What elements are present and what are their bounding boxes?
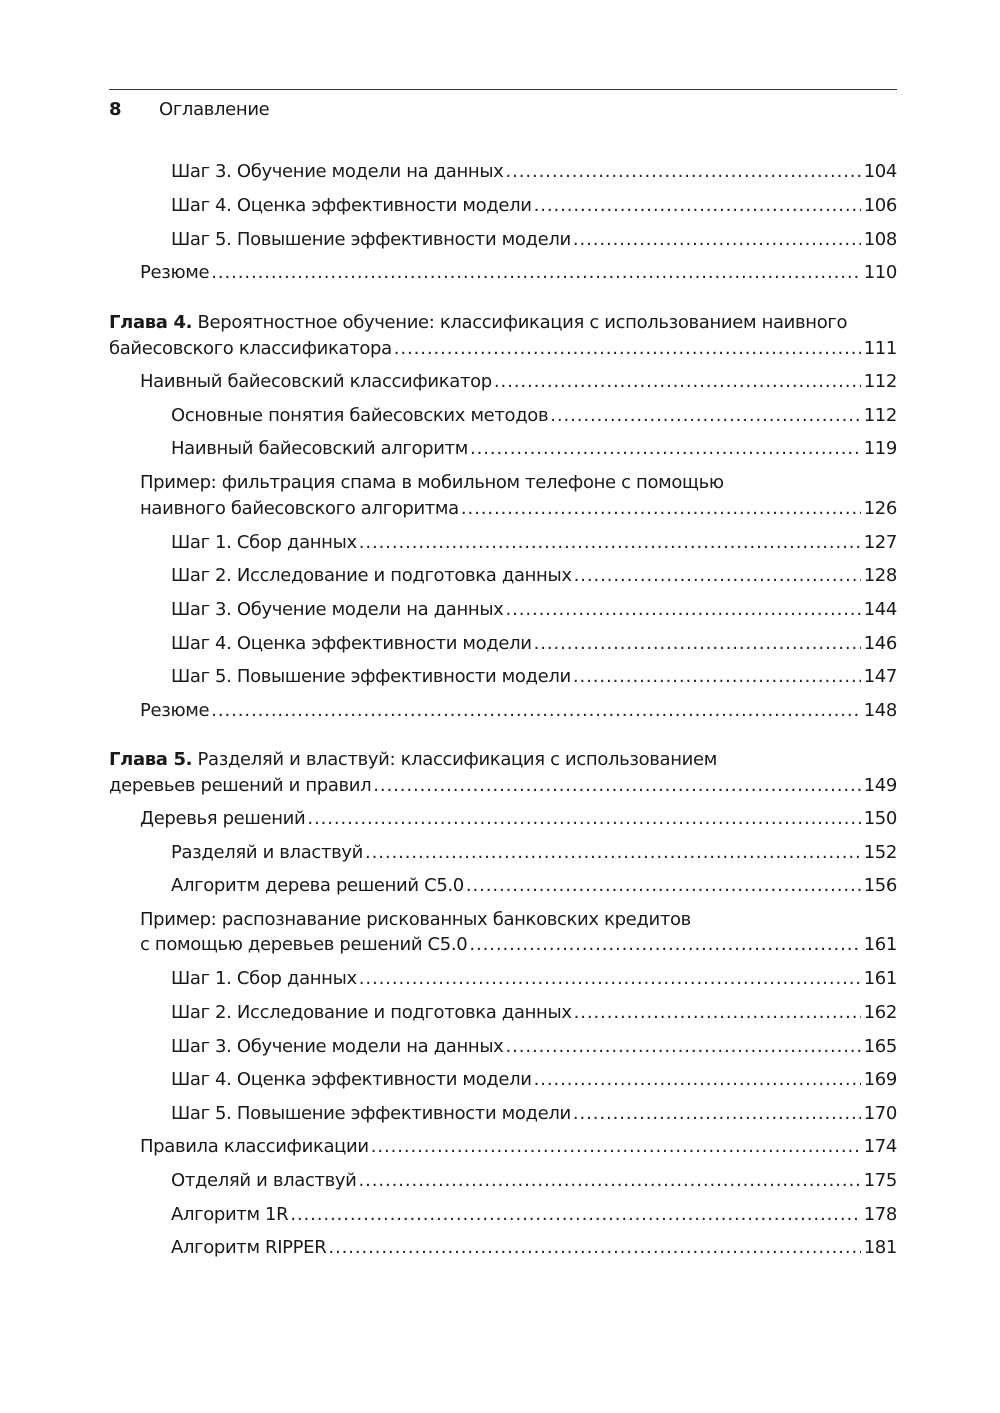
dot-leader bbox=[573, 227, 861, 253]
toc-page-number: 147 bbox=[863, 666, 897, 687]
toc-entry-text: байесовского классификатора bbox=[109, 338, 392, 359]
toc-entry-first-line[interactable] bbox=[140, 470, 897, 496]
toc-page-number: 108 bbox=[863, 229, 897, 250]
dot-leader bbox=[371, 1134, 861, 1160]
toc-entry-text: с помощью деревьев решений C5.0 bbox=[140, 934, 468, 955]
dot-leader bbox=[573, 1101, 861, 1127]
toc-entry[interactable] bbox=[140, 369, 897, 395]
toc-page-number: 149 bbox=[863, 775, 897, 796]
toc-entry-text: Шаг 3. Обучение модели на данных bbox=[171, 599, 504, 620]
toc-entry[interactable] bbox=[171, 1235, 897, 1261]
toc-page-number: 178 bbox=[863, 1204, 897, 1225]
toc-entry-text: Шаг 3. Обучение модели на данных bbox=[171, 1036, 504, 1057]
toc-page-number: 161 bbox=[863, 934, 897, 955]
toc-page-number: 174 bbox=[863, 1136, 897, 1157]
toc-page-number: 175 bbox=[863, 1170, 897, 1191]
dot-leader bbox=[505, 1034, 860, 1060]
toc-entry[interactable] bbox=[171, 631, 897, 657]
toc-entry-text: Шаг 1. Сбор данных bbox=[171, 968, 357, 989]
dot-leader bbox=[534, 1067, 861, 1093]
dot-leader bbox=[573, 664, 861, 690]
toc-entry-text: Наивный байесовский классификатор bbox=[140, 371, 492, 392]
dot-leader bbox=[359, 530, 861, 556]
toc-entry[interactable] bbox=[140, 496, 897, 522]
dot-leader bbox=[505, 597, 860, 623]
toc-page-number: 126 bbox=[863, 498, 897, 519]
toc-entry-text: Отделяй и властвуй bbox=[171, 1170, 357, 1191]
chapter-heading[interactable] bbox=[109, 310, 897, 336]
toc-entry[interactable] bbox=[171, 403, 897, 429]
dot-leader bbox=[550, 403, 860, 429]
toc-entry-text: Правила классификации bbox=[140, 1136, 369, 1157]
toc-entry[interactable] bbox=[171, 597, 897, 623]
toc-entry-first-line[interactable] bbox=[140, 907, 897, 933]
dot-leader bbox=[574, 1000, 861, 1026]
toc-entry[interactable] bbox=[171, 159, 897, 185]
toc-page-number: 169 bbox=[863, 1069, 897, 1090]
toc-page-number: 170 bbox=[863, 1103, 897, 1124]
header-rule bbox=[109, 89, 897, 90]
chapter-title: Вероятностное обучение: классификация с использованием наивного bbox=[192, 312, 848, 333]
toc-entry[interactable] bbox=[171, 664, 897, 690]
chapter-title: Разделяй и властвуй: классификация с использованием bbox=[192, 749, 717, 770]
toc-entry[interactable] bbox=[171, 193, 897, 219]
toc-entry[interactable] bbox=[171, 436, 897, 462]
toc-entry-text: Пример: фильтрация спама в мобильном телефоне с помощью bbox=[140, 472, 724, 493]
toc-entry-text: Резюме bbox=[140, 262, 210, 283]
toc-entry-text: Шаг 2. Исследование и подготовка данных bbox=[171, 1002, 572, 1023]
toc-entry[interactable] bbox=[140, 698, 897, 724]
toc-entry-text: наивного байесовского алгоритма bbox=[140, 498, 459, 519]
toc-page-number: 119 bbox=[863, 438, 897, 459]
chapter-label: Глава 4. bbox=[109, 312, 193, 333]
dot-leader bbox=[505, 159, 860, 185]
toc-page-number: 128 bbox=[863, 565, 897, 586]
toc-entry-text: Разделяй и властвуй bbox=[171, 842, 363, 863]
dot-leader bbox=[211, 260, 860, 286]
dot-leader bbox=[359, 966, 861, 992]
toc-entry[interactable] bbox=[109, 773, 897, 799]
toc-entry[interactable] bbox=[171, 530, 897, 556]
toc-page-number: 111 bbox=[863, 338, 897, 359]
toc-page-number: 181 bbox=[863, 1237, 897, 1258]
toc-page-number: 106 bbox=[863, 195, 897, 216]
toc-entry[interactable] bbox=[109, 336, 897, 362]
toc-entry-text: Шаг 4. Оценка эффективности модели bbox=[171, 195, 532, 216]
dot-leader bbox=[373, 773, 860, 799]
dot-leader bbox=[466, 873, 861, 899]
chapter-heading[interactable] bbox=[109, 747, 897, 773]
toc-page-number: 148 bbox=[863, 700, 897, 721]
toc-entry[interactable] bbox=[171, 563, 897, 589]
toc-page-number: 110 bbox=[863, 262, 897, 283]
toc-entry-text: Пример: распознавание рискованных банковских кредитов bbox=[140, 909, 691, 930]
dot-leader bbox=[290, 1202, 860, 1228]
toc-entry-text: Шаг 5. Повышение эффективности модели bbox=[171, 666, 571, 687]
dot-leader bbox=[328, 1235, 860, 1261]
dot-leader bbox=[461, 496, 861, 522]
dot-leader bbox=[494, 369, 861, 395]
toc-page-number: 162 bbox=[863, 1002, 897, 1023]
toc-entry-text: Деревья решений bbox=[140, 808, 306, 829]
toc-entry-text: Резюме bbox=[140, 700, 210, 721]
toc-entry[interactable] bbox=[171, 1067, 897, 1093]
toc-entry-text: Шаг 2. Исследование и подготовка данных bbox=[171, 565, 572, 586]
toc-page-number: 104 bbox=[863, 161, 897, 182]
toc-entry[interactable] bbox=[171, 840, 897, 866]
toc-entry-text: Основные понятия байесовских методов bbox=[171, 405, 549, 426]
toc-page-number: 161 bbox=[863, 968, 897, 989]
toc-entry-text: Алгоритм дерева решений C5.0 bbox=[171, 875, 464, 896]
toc-entry[interactable] bbox=[171, 1168, 897, 1194]
toc-page-number: 146 bbox=[863, 633, 897, 654]
toc-entry[interactable] bbox=[171, 227, 897, 253]
toc-entry[interactable] bbox=[140, 806, 897, 832]
toc-entry-text: Шаг 4. Оценка эффективности модели bbox=[171, 1069, 532, 1090]
toc-entry-text: Шаг 5. Повышение эффективности модели bbox=[171, 229, 571, 250]
toc-entry[interactable] bbox=[171, 1101, 897, 1127]
toc-entry-text: Алгоритм 1R bbox=[171, 1204, 289, 1225]
toc-entry-text: деревьев решений и правил bbox=[109, 775, 372, 796]
running-title: Оглавление bbox=[159, 98, 270, 120]
toc-entry-text: Шаг 5. Повышение эффективности модели bbox=[171, 1103, 571, 1124]
toc-page-number: 127 bbox=[863, 532, 897, 553]
toc-page-number: 150 bbox=[863, 808, 897, 829]
dot-leader bbox=[359, 1168, 861, 1194]
toc-page-number: 152 bbox=[863, 842, 897, 863]
toc-entry[interactable] bbox=[140, 260, 897, 286]
toc-page-number: 144 bbox=[863, 599, 897, 620]
dot-leader bbox=[470, 436, 861, 462]
toc-entry[interactable] bbox=[171, 1202, 897, 1228]
dot-leader bbox=[394, 336, 861, 362]
dot-leader bbox=[534, 631, 861, 657]
chapter-label: Глава 5. bbox=[109, 749, 193, 770]
dot-leader bbox=[534, 193, 861, 219]
toc-entry-text: Шаг 1. Сбор данных bbox=[171, 532, 357, 553]
toc-page-number: 112 bbox=[863, 371, 897, 392]
toc-page-number: 112 bbox=[863, 405, 897, 426]
toc-entry[interactable] bbox=[140, 1134, 897, 1160]
toc-entry-text: Алгоритм RIPPER bbox=[171, 1237, 327, 1258]
page-number: 8 bbox=[109, 98, 122, 120]
toc-entry[interactable] bbox=[171, 966, 897, 992]
toc-entry[interactable] bbox=[171, 1034, 897, 1060]
dot-leader bbox=[574, 563, 861, 589]
dot-leader bbox=[307, 806, 860, 832]
toc-entry[interactable] bbox=[140, 932, 897, 958]
page-header bbox=[109, 96, 897, 122]
toc-entry[interactable] bbox=[171, 873, 897, 899]
toc-page-number: 165 bbox=[863, 1036, 897, 1057]
toc-entry[interactable] bbox=[171, 1000, 897, 1026]
toc-entry-text: Шаг 3. Обучение модели на данных bbox=[171, 161, 504, 182]
toc-page-number: 156 bbox=[863, 875, 897, 896]
dot-leader bbox=[211, 698, 860, 724]
dot-leader bbox=[365, 840, 861, 866]
toc-entry-text: Шаг 4. Оценка эффективности модели bbox=[171, 633, 532, 654]
dot-leader bbox=[469, 932, 860, 958]
toc-entry-text: Наивный байесовский алгоритм bbox=[171, 438, 468, 459]
